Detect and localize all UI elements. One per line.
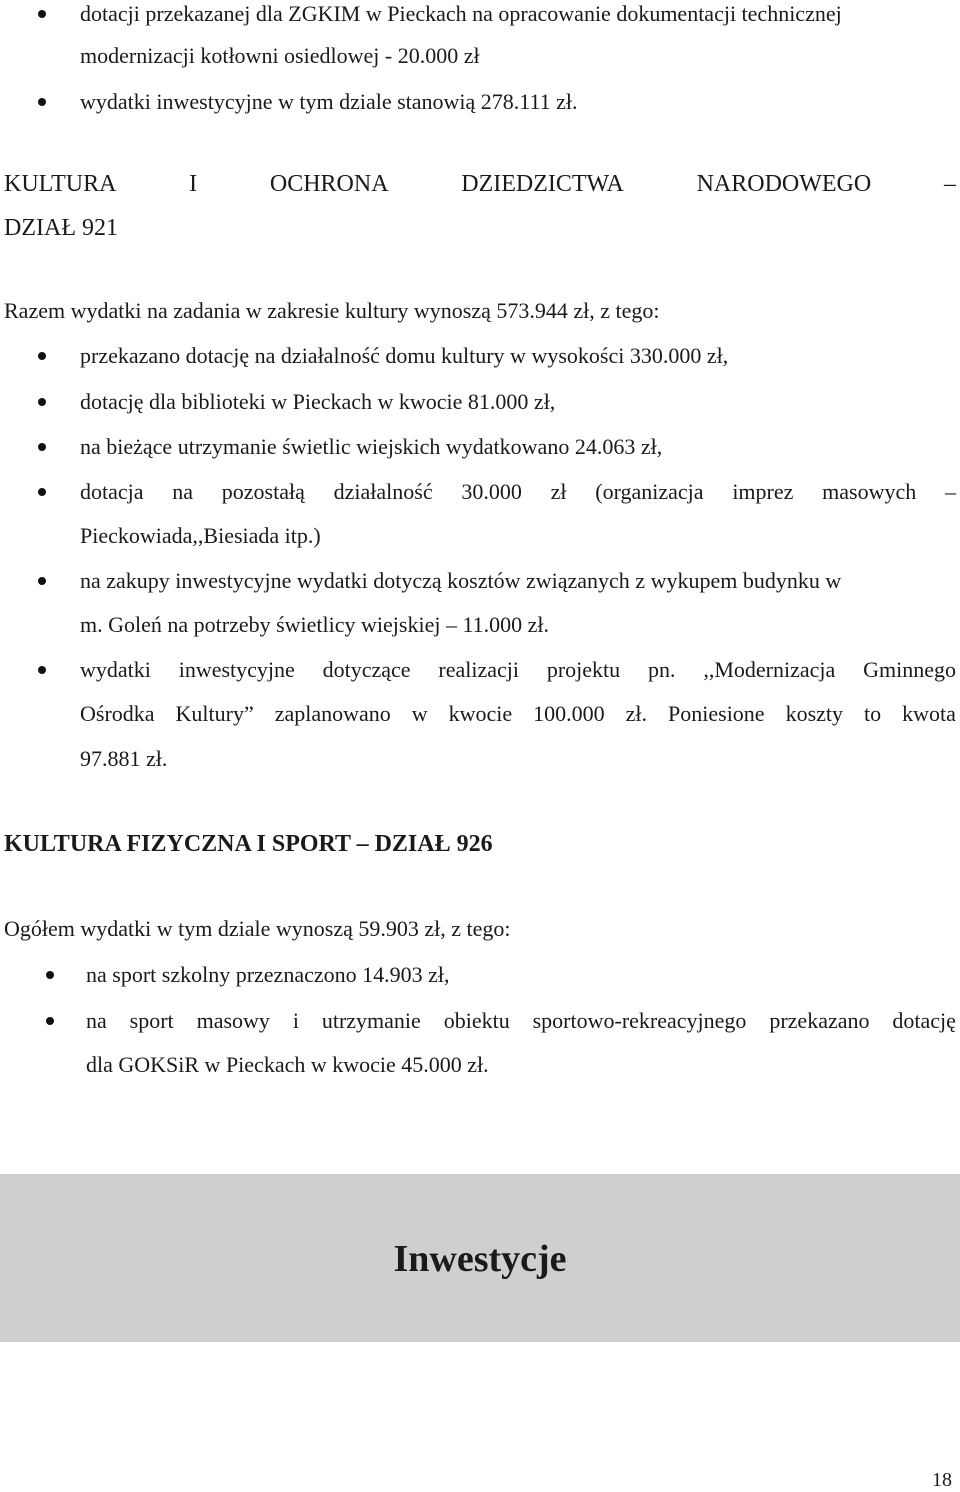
word: w: [411, 701, 428, 726]
word: sportowo-rekreacyjnego: [532, 1008, 747, 1033]
list-item-text: 97.881 zł.: [80, 746, 168, 771]
list-item-text: [86, 1010, 956, 1032]
list-item-text: [80, 659, 956, 681]
list-item-text: m. Goleń na potrzeby świetlicy wiejskiej – 11.000 zł.: [80, 612, 550, 637]
list-item-text: na sport szkolny przeznaczono 14.903 zł,: [86, 962, 450, 987]
list-item-text: na zakupy inwestycyjne wydatki dotyczą kosztów związanych z wykupem budynku w: [80, 568, 842, 593]
word: pozostałą: [221, 479, 305, 504]
bullet: [38, 577, 46, 585]
word: projektu: [546, 657, 621, 682]
word: działalność: [333, 479, 433, 504]
banner-title: Inwestycje: [393, 1238, 567, 1280]
heading-word: I: [189, 171, 198, 197]
bullet: [38, 398, 46, 406]
heading-word: NARODOWEGO: [696, 171, 872, 197]
paragraph: Razem wydatki na zadania w zakresie kultury wynoszą 573.944 zł, z tego:: [4, 298, 660, 323]
word: pn.: [648, 657, 676, 682]
list-item-text: dla GOKSiR w Pieckach w kwocie 45.000 zł.: [86, 1052, 489, 1077]
list-item-text: modernizacji kotłowni osiedlowej - 20.000 zł: [80, 43, 480, 68]
word: zaplanowano: [274, 701, 391, 726]
list-item-text: dotację dla biblioteki w Pieckach w kwocie 81.000 zł,: [80, 389, 556, 414]
word: obiektu: [443, 1008, 510, 1033]
list-item-text: Pieckowiada,,Biesiada itp.): [80, 523, 321, 548]
word: kwota: [902, 701, 956, 726]
bullet: [38, 10, 46, 18]
word: i: [292, 1008, 299, 1033]
word: sport: [129, 1008, 174, 1033]
word: –: [945, 479, 956, 504]
word: inwestycyjne: [178, 657, 295, 682]
bullet: [38, 352, 46, 360]
word: masowych: [822, 479, 917, 504]
word: Kultury”: [175, 701, 254, 726]
bullet: [38, 488, 46, 496]
heading-word: –: [943, 171, 956, 197]
word: zł.: [625, 701, 648, 726]
list-item-text: na bieżące utrzymanie świetlic wiejskich wydatkowano 24.063 zł,: [80, 434, 663, 459]
section-heading: KULTURA FIZYCZNA I SPORT – DZIAŁ 926: [4, 831, 493, 857]
word: ,,Modernizacja: [703, 657, 836, 682]
word: dotację: [892, 1008, 956, 1033]
word: imprez: [732, 479, 794, 504]
list-item-text: dotacji przekazanej dla ZGKIM w Pieckach na opracowanie dokumentacji technicznej: [80, 1, 842, 26]
section-heading: DZIAŁ 921: [4, 215, 118, 241]
word: koszty: [785, 701, 844, 726]
word: 100.000: [533, 701, 605, 726]
bullet: [38, 666, 46, 674]
page-number: 18: [932, 1469, 952, 1491]
word: Ośrodka: [80, 701, 155, 726]
word: Gminnego: [863, 657, 956, 682]
list-item-text: [80, 703, 956, 725]
word: utrzymanie: [321, 1008, 421, 1033]
word: dotacja: [80, 479, 144, 504]
word: realizacji: [438, 657, 520, 682]
list-item-text: wydatki inwestycyjne w tym dziale stanowią 278.111 zł.: [80, 89, 578, 114]
heading-word: OCHRONA: [269, 171, 389, 197]
word: kwocie: [448, 701, 513, 726]
list-item-text: [80, 481, 956, 503]
word: (organizacja: [595, 479, 704, 504]
word: dotyczące: [322, 657, 411, 682]
bullet: [46, 971, 54, 979]
word: wydatki: [80, 657, 151, 682]
heading-word: KULTURA: [4, 171, 117, 197]
heading-word: DZIEDZICTWA: [461, 171, 624, 197]
word: na: [86, 1008, 107, 1033]
word: przekazano: [769, 1008, 870, 1033]
word: zł: [550, 479, 567, 504]
word: na: [172, 479, 194, 504]
word: Poniesione: [668, 701, 765, 726]
word: masowy: [196, 1008, 270, 1033]
bullet: [46, 1017, 54, 1025]
word: to: [864, 701, 882, 726]
bullet: [38, 443, 46, 451]
paragraph: Ogółem wydatki w tym dziale wynoszą 59.903 zł, z tego:: [4, 916, 511, 941]
list-item-text: przekazano dotację na działalność domu kultury w wysokości 330.000 zł,: [80, 343, 729, 368]
bullet: [38, 98, 46, 106]
section-heading: [4, 172, 956, 196]
word: 30.000: [461, 479, 522, 504]
